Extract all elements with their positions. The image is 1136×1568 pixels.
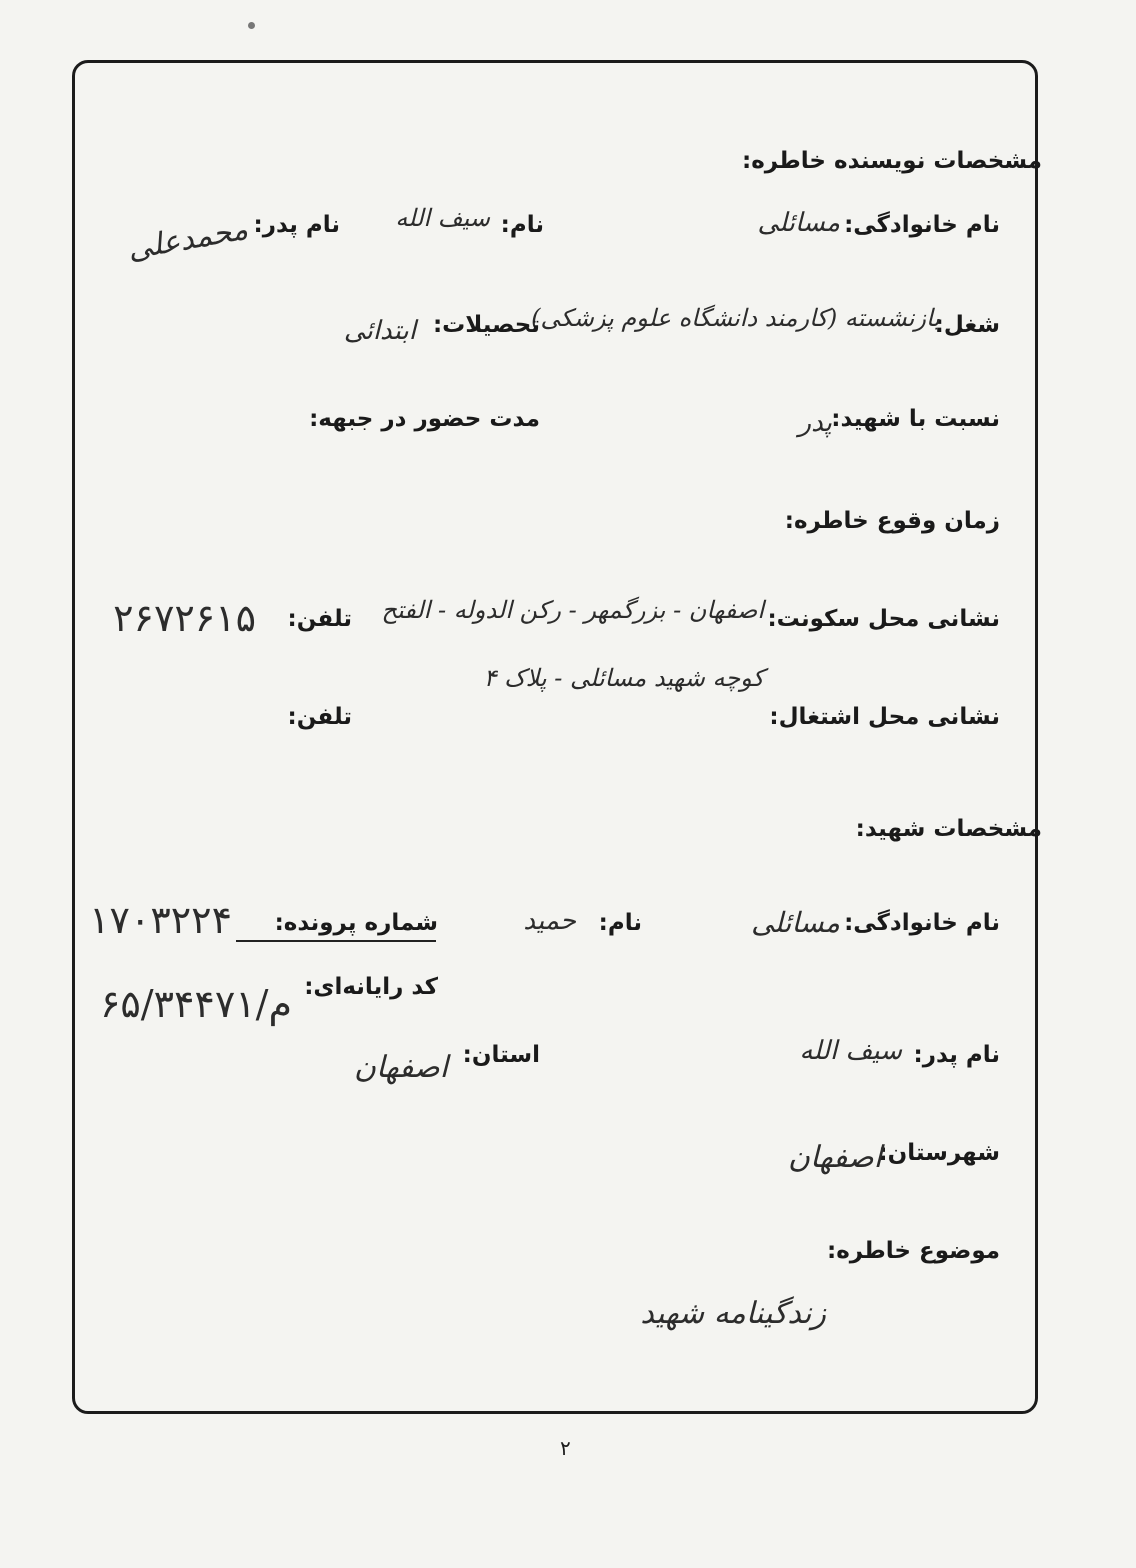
file-number-label: شماره پرونده:: [274, 910, 438, 936]
residence-address-line-1: اصفهان - بزرگمهر - رکن الدوله - الفتح: [381, 596, 764, 624]
residence-address-label: نشانی محل سکونت:: [767, 606, 1000, 632]
author-relation-label: نسبت با شهید:: [831, 406, 1000, 432]
file-number-underline: [236, 940, 436, 942]
file-number-value: ۱۷۰۳۲۲۴: [89, 898, 232, 942]
memory-subject-value: زندگینامه شهید: [640, 1296, 826, 1331]
computer-code-value: م/۶۵/۳۴۴۷۱: [99, 982, 292, 1026]
city-label: شهرستان:: [878, 1140, 1000, 1166]
province-value: اصفهان: [354, 1050, 448, 1085]
front-duration-label: مدت حضور در جبهه:: [309, 406, 540, 432]
author-first-name-label: نام:: [500, 212, 544, 238]
author-family-name-label: نام خانوادگی:: [844, 212, 1000, 238]
martyr-family-name-value: مسائلی: [751, 906, 840, 939]
martyr-family-name-label: نام خانوادگی:: [844, 910, 1000, 936]
author-family-name-value: مسائلی: [757, 208, 840, 238]
author-first-name-value: سیف الله: [395, 204, 490, 232]
author-father-name-label: نام پدر:: [253, 212, 340, 238]
province-label: استان:: [462, 1042, 540, 1068]
memory-time-label: زمان وقوع خاطره:: [784, 508, 1000, 534]
author-education-label: تحصیلات:: [432, 312, 540, 338]
residence-phone-label: تلفن:: [287, 606, 352, 632]
author-education-value: ابتدائی: [343, 316, 416, 346]
author-job-value: بازنشسته (کارمند دانشگاه علوم پزشکی): [531, 304, 940, 332]
martyr-first-name-label: نام:: [598, 910, 642, 936]
work-address-label: نشانی محل اشتغال:: [769, 704, 1000, 730]
martyr-father-name-value: سیف الله: [799, 1036, 902, 1066]
form-frame: [72, 60, 1038, 1414]
residence-phone-value: ۲۶۷۲۶۱۵: [113, 596, 256, 640]
author-section-heading: مشخصات نویسنده خاطره:: [742, 148, 1042, 174]
city-value: اصفهان: [788, 1140, 882, 1175]
author-relation-value: پدر: [798, 408, 832, 438]
author-job-label: شغل:: [934, 312, 1000, 338]
page-number: ۲: [560, 1436, 571, 1460]
scan-speck: [248, 22, 255, 29]
martyr-section-heading: مشخصات شهید:: [855, 816, 1042, 842]
author-father-name-value: محمدعلی: [124, 211, 251, 268]
martyr-first-name-value: حمید: [523, 906, 576, 936]
memory-subject-label: موضوع خاطره:: [827, 1238, 1000, 1264]
computer-code-label: کد رایانه‌ای:: [304, 974, 438, 1000]
residence-address-line-2: کوچه شهید مسائلی - پلاک ۴: [483, 664, 764, 692]
martyr-father-name-label: نام پدر:: [913, 1042, 1000, 1068]
work-phone-label: تلفن:: [287, 704, 352, 730]
